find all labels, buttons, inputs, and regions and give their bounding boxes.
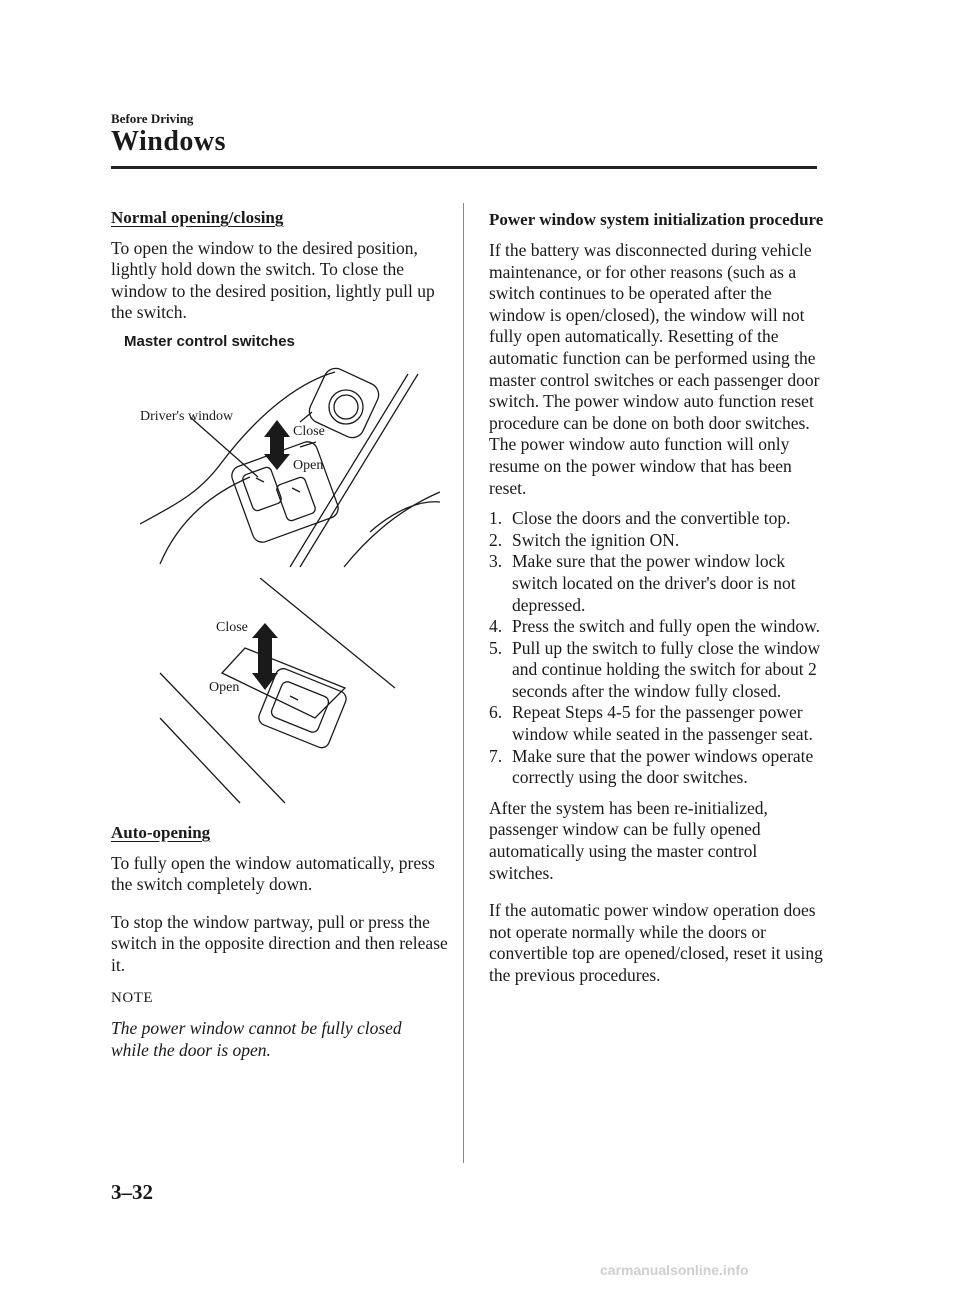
callout-close-1: Close xyxy=(293,424,325,439)
step-item: 6. Repeat Steps 4-5 for the passenger power window while seated in the passenger seat. xyxy=(489,702,813,745)
door-panel-curve xyxy=(140,372,335,524)
note-label: NOTE xyxy=(111,989,153,1006)
callout-open-2: Open xyxy=(209,680,240,695)
init-steps xyxy=(489,508,824,789)
chapter-title: Windows xyxy=(111,126,227,157)
normal-heading: Normal opening/closing xyxy=(111,208,284,227)
step-item: 5. Pull up the switch to fully close the window and continue holding the switch for about 2 seconds after the window fully closed. xyxy=(489,637,821,701)
callout-drivers-window: Driver's window xyxy=(140,409,234,424)
step-item: 1. Close the doors and the convertible top. xyxy=(489,508,791,529)
figure-label: Master control switches xyxy=(124,333,295,350)
callout-open-1: Open xyxy=(293,458,324,473)
auto-heading: Auto-opening xyxy=(111,823,211,842)
watermark: carmanualsonline.info xyxy=(600,1262,749,1278)
auto-body-2: To stop the window partway, pull or press the switch in the opposite direction and then release it. xyxy=(111,911,448,975)
normal-section xyxy=(111,207,451,324)
step-item: 2. Switch the ignition ON. xyxy=(489,529,680,550)
close-open-arrow xyxy=(264,420,290,470)
init-section xyxy=(489,208,824,987)
final-text: If the automatic power window operation does not operate normally while the doors or convertible top are opened/closed, reset it using the previous procedures. xyxy=(489,900,823,985)
auto-section xyxy=(111,822,456,1061)
header-rule xyxy=(111,166,817,169)
init-intro: If the battery was disconnected during vehicle maintenance, or for other reasons (such as a switch continues to be operated after the window is open/closed), the window will not fully open automatically. Resetting of the automatic function can be performed using the master control switches or each passenger door switch. The power window auto function reset procedure can be done on both door switches. The power window auto function will only resume on the power window that has been reset. xyxy=(489,240,820,498)
auto-body-1: To fully open the window automatically, press the switch completely down. xyxy=(111,852,435,895)
after-text: After the system has been re-initialized, passenger window can be fully opened automatically using the master control switches. xyxy=(489,797,768,883)
normal-body: To open the window to the desired position, lightly hold down the switch. To close the window to the desired position, lightly pull up the switch. xyxy=(111,237,435,323)
step-item: 3. Make sure that the power window lock switch located on the driver's door is not depressed. xyxy=(489,551,796,615)
step-item: 7. Make sure that the power windows operate correctly using the door switches. xyxy=(489,745,814,788)
callout-close-2: Close xyxy=(216,620,248,635)
init-heading: Power window system initialization procedure xyxy=(489,210,824,229)
note-text: The power window cannot be fully closed while the door is open. xyxy=(111,1018,402,1060)
column-divider xyxy=(463,203,464,1163)
step-item: 4. Press the switch and fully open the window. xyxy=(489,616,820,637)
section-title: Before Driving xyxy=(111,111,194,126)
master-switch-illustration xyxy=(140,352,440,577)
page-number: 3–32 xyxy=(111,1180,153,1204)
passenger-switch-illustration xyxy=(150,578,400,808)
